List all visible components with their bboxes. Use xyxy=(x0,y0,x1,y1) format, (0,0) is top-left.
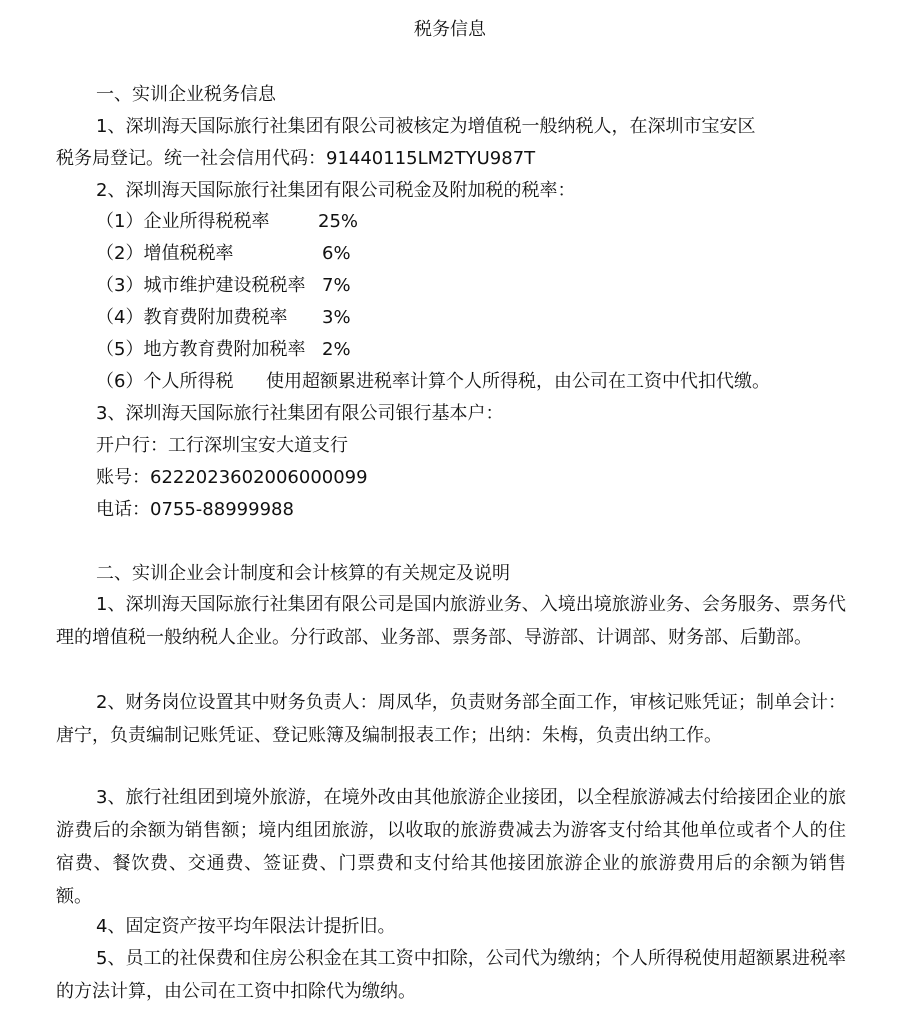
page-title: 税务信息 xyxy=(414,19,486,40)
section2-paragraph-4: 4、固定资产按平均年限法计提折旧。 xyxy=(96,916,396,937)
section1-heading: 一、实训企业税务信息 xyxy=(96,84,276,105)
section1-item1-line1: 1、深圳海天国际旅行社集团有限公司被核定为增值税一般纳税人，在深圳市宝安区 xyxy=(96,116,756,137)
rate-name: （5）地方教育费附加税率 xyxy=(96,339,306,360)
rate-value: 使用超额累进税率计算个人所得税，由公司在工资中代扣代缴。 xyxy=(266,371,770,392)
rate-value: 2% xyxy=(322,339,351,360)
rate-name: （1）企业所得税税率 xyxy=(96,211,270,232)
rate-name: （3）城市维护建设税税率 xyxy=(96,275,306,296)
rate-row xyxy=(96,337,351,363)
rate-name: （2）增值税税率 xyxy=(96,243,234,264)
rate-row xyxy=(96,209,358,235)
bank-account: 账号：6222023602006000099 xyxy=(96,467,368,488)
section1-item2: 2、深圳海天国际旅行社集团有限公司税金及附加税的税率： xyxy=(96,180,576,201)
rate-value: 7% xyxy=(322,275,351,296)
rate-value: 6% xyxy=(322,243,351,264)
rate-value: 25% xyxy=(318,211,359,232)
section1-item1-line2: 税务局登记。统一社会信用代码：91440115LM2TYU987T xyxy=(56,148,536,169)
section1-item3: 3、深圳海天国际旅行社集团有限公司银行基本户： xyxy=(96,403,504,424)
rate-row xyxy=(96,369,770,395)
section2-paragraph-1: 1、深圳海天国际旅行社集团有限公司是国内旅游业务、入境出境旅游业务、会务服务、票务代理的增值税一般纳税人企业。分行政部、业务部、票务部、导游部、计调部、财务部、后勤部。 xyxy=(56,594,846,648)
rate-row xyxy=(96,273,351,299)
section2-paragraph-2: 2、财务岗位设置其中财务负责人：周凤华，负责财务部全面工作，审核记账凭证；制单会计：唐宁，负责编制记账凭证、登记账簿及编制报表工作；出纳：朱梅，负责出纳工作。 xyxy=(56,692,846,746)
rate-name: （4）教育费附加费税率 xyxy=(96,307,288,328)
section2-heading: 二、实训企业会计制度和会计核算的有关规定及说明 xyxy=(96,563,510,584)
bank-name: 开户行：工行深圳宝安大道支行 xyxy=(96,435,348,456)
rate-value: 3% xyxy=(322,307,351,328)
section2-paragraph-3: 3、旅行社组团到境外旅游，在境外改由其他旅游企业接团，以全程旅游减去付给接团企业的旅游费后的余额为销售额；境内组团旅游，以收取的旅游费减去为游客支付给其他单位或者个人的住宿费、餐饮费、交通费、签证费、门票费和支付给其他接团旅游企业的旅游费用后的余额为销售额。 xyxy=(56,787,846,907)
section2-paragraph-5: 5、员工的社保费和住房公积金在其工资中扣除，公司代为缴纳；个人所得税使用超额累进税率的方法计算，由公司在工资中扣除代为缴纳。 xyxy=(56,948,846,1002)
rate-row xyxy=(96,241,351,267)
rate-row xyxy=(96,305,351,331)
rate-name: （6）个人所得税 xyxy=(96,371,234,392)
bank-phone: 电话：0755-88999988 xyxy=(96,499,294,520)
